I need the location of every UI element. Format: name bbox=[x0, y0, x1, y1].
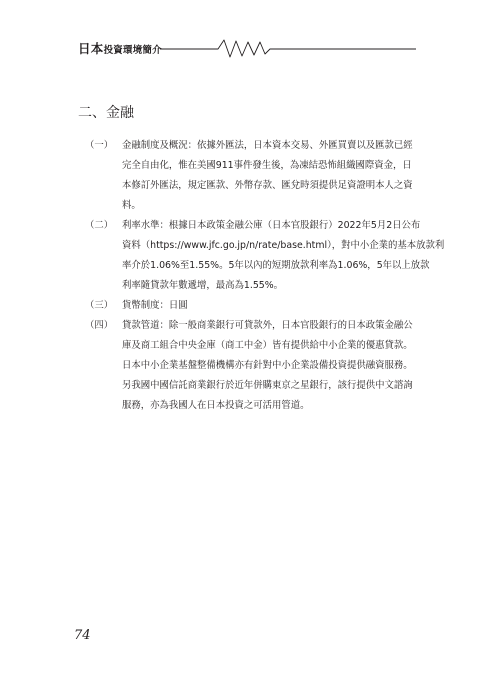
item-line: 庫及商工組合中央金庫（商工中金）皆有提供給中小企業的優惠貸款。 bbox=[122, 340, 413, 351]
item-marker: （三） bbox=[85, 300, 114, 311]
item-line: 另我國中國信託商業銀行於近年併購東京之星銀行，該行提供中文諮詢 bbox=[122, 380, 413, 391]
item-line: 本修訂外匯法，規定匯款、外幣存款、匯兌時須提供足資證明本人之資 bbox=[122, 180, 413, 191]
list-item-1 bbox=[85, 136, 415, 216]
item-line: 服務，亦為我國人在日本投資之可活用管道。 bbox=[122, 400, 310, 411]
page-number: 74 bbox=[74, 628, 91, 643]
header-title-rest: 投資環境簡介 bbox=[103, 45, 162, 56]
item-line: 金融制度及概況：依據外匯法，日本資本交易、外匯買賣以及匯款已經 bbox=[122, 140, 413, 151]
header-heartbeat-line bbox=[160, 40, 416, 57]
item-line: 利率隨貸款年數遞增，最高為1.55%。 bbox=[122, 280, 284, 291]
header-title bbox=[78, 38, 162, 57]
item-line: 利率水準：根據日本政策金融公庫（日本官股銀行）2022年5月2日公布 bbox=[122, 220, 421, 231]
item-marker: （四） bbox=[85, 320, 114, 331]
item-list bbox=[85, 136, 445, 416]
header-title-main: 日本 bbox=[78, 41, 104, 56]
item-line: 資料（https://www.jfc.go.jp/n/rate/base.html），對中小企業的基本放款利 bbox=[122, 240, 445, 251]
list-item-2 bbox=[85, 216, 445, 296]
item-line: 率介於1.06%至1.55%。5年以內的短期放款利率為1.06%，5年以上放款 bbox=[122, 260, 430, 271]
item-marker: （二） bbox=[85, 220, 114, 231]
list-item-4 bbox=[85, 316, 415, 416]
item-line: 日本中小企業基盤整備機構亦有針對中小企業設備投資提供融資服務。 bbox=[122, 360, 413, 371]
item-line: 完全自由化，惟在美國911事件發生後，為凍結恐怖組織國際資金，日 bbox=[122, 160, 412, 171]
item-line: 料。 bbox=[122, 200, 141, 211]
item-line: 貸款管道：除一般商業銀行可貸款外，日本官股銀行的日本政策金融公 bbox=[122, 320, 413, 331]
item-marker: （一） bbox=[85, 140, 114, 151]
list-item-3 bbox=[85, 296, 415, 316]
section-heading: 二、金融 bbox=[78, 105, 134, 121]
running-header bbox=[78, 36, 418, 60]
item-line: 貨幣制度：日圓 bbox=[122, 300, 188, 311]
